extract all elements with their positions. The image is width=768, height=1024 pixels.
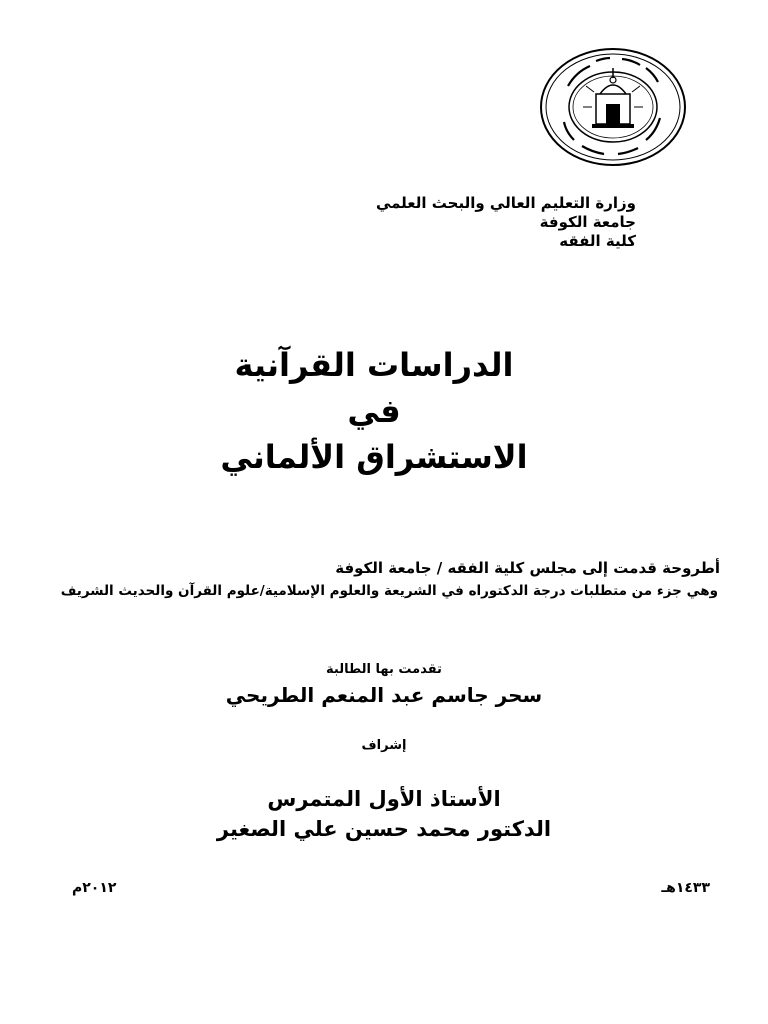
title-line-2: في — [347, 392, 401, 430]
student-name: سحر جاسم عبد المنعم الطريحي — [225, 683, 543, 707]
thesis-requirement: وهي جزء من متطلبات درجة الدكتوراه في الشريعة والعلوم الإسلامية/علوم القرآن والحديث الشريف — [60, 583, 718, 599]
supervisor-block — [0, 784, 768, 844]
university-seal-logo — [538, 46, 688, 168]
thesis-statement: أطروحة قدمت إلى مجلس كلية الفقه / جامعة الكوفة — [335, 559, 720, 577]
title-line-1: الدراسات القرآنية — [234, 346, 514, 384]
thesis-title — [0, 342, 768, 480]
supervisor-name: الدكتور محمد حسين علي الصغير — [216, 817, 552, 841]
header-block — [236, 194, 636, 251]
college-name: كلية الفقه — [559, 232, 636, 250]
hijri-date: ١٤٣٣هـ — [661, 880, 710, 896]
supervisor-rank: الأستاذ الأول المتمرس — [267, 787, 501, 811]
ministry-name: وزارة التعليم العالي والبحث العلمي — [375, 194, 636, 212]
gregorian-date: ٢٠١٢م — [72, 880, 117, 896]
university-name: جامعة الكوفة — [539, 213, 636, 231]
supervision-label: إشراف — [361, 738, 407, 753]
presented-by-label: تقدمت بها الطالبة — [326, 662, 442, 677]
title-line-3: الاستشراق الألماني — [220, 438, 528, 476]
